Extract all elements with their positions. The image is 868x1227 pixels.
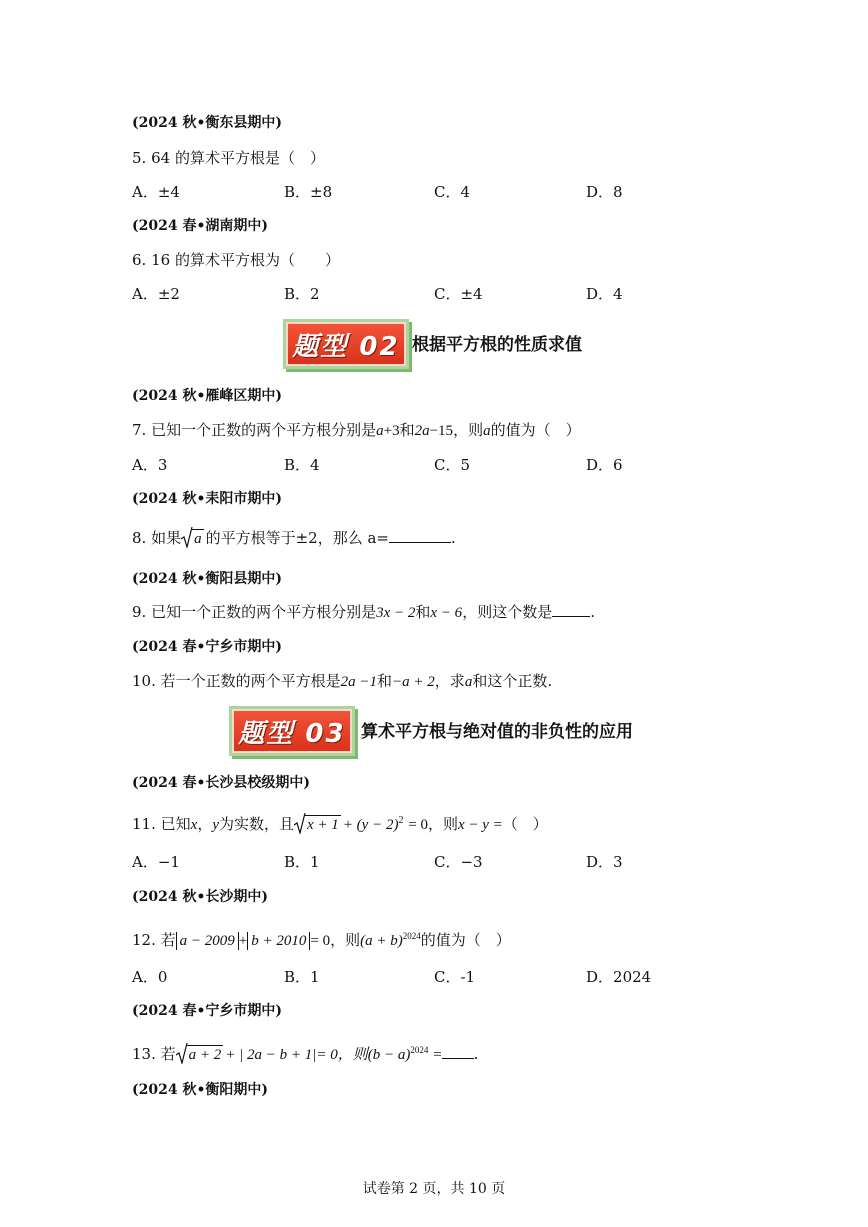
option-d: D．3 — [586, 853, 623, 871]
question-text: 若 — [160, 1045, 176, 1063]
question-number: 6. — [132, 251, 147, 269]
math-expr: 3x − 2 — [376, 605, 416, 621]
question-text: （ ） — [502, 815, 548, 833]
source-label: (2024 秋•衡阳期中) — [132, 1082, 269, 1098]
source-label: (2024 春•宁乡市期中) — [132, 1003, 283, 1019]
option-c: C．4 — [434, 183, 471, 201]
math-expr: a — [483, 423, 491, 439]
math-expr: −15 — [429, 423, 454, 439]
answer-blank — [389, 528, 451, 543]
option-a: A．3 — [132, 456, 168, 474]
section-title: 根据平方根的性质求值 — [412, 335, 582, 355]
question-11 — [132, 811, 548, 835]
math-expr: x + 1 — [307, 817, 339, 833]
option-d: D．4 — [586, 285, 623, 303]
source-label: (2024 秋•雁峰区期中) — [132, 388, 283, 404]
question-text: 若一个正数的两个平方根是 — [160, 672, 341, 690]
option-b: B．±8 — [284, 183, 333, 201]
absolute-value: b + 2010 — [247, 932, 310, 950]
math-expr: x — [190, 817, 198, 833]
question-text: ，求 — [434, 672, 465, 690]
section-badge: 题型 02 — [283, 319, 409, 369]
question-6 — [132, 250, 340, 270]
question-text: 如果 — [151, 529, 182, 547]
math-expr: +3 — [383, 423, 400, 439]
section-badge: 题型 03 — [229, 706, 355, 756]
question-text: 已知 — [160, 815, 191, 833]
math-expr: x − 6 — [430, 605, 463, 621]
math-expr: y — [212, 817, 220, 833]
math-expr: −a + 2 — [392, 674, 435, 690]
source-label: (2024 秋•耒阳市期中) — [132, 491, 283, 507]
question-text: . — [590, 603, 595, 621]
question-text: 的值为（ ） — [420, 931, 511, 949]
sqrt-symbol — [176, 1044, 224, 1064]
option-b: B．2 — [284, 285, 320, 303]
question-text: 64 的算术平方根是（ ） — [151, 149, 325, 167]
math-expr: a — [194, 531, 202, 547]
option-d: D．8 — [586, 183, 623, 201]
question-7 — [132, 420, 581, 441]
question-number: 7. — [132, 421, 147, 439]
source-label: (2024 秋•长沙期中) — [132, 889, 269, 905]
sqrt-symbol — [181, 528, 204, 548]
option-c: C．−3 — [434, 853, 483, 871]
option-a: A．−1 — [132, 853, 180, 871]
math-expr: 2a — [414, 423, 430, 439]
answer-blank — [442, 1044, 474, 1059]
question-text: = 0，则 — [408, 817, 458, 833]
question-text: 和 — [377, 672, 393, 690]
math-expr: (a + b) — [360, 933, 403, 949]
math-expr: = — [433, 1047, 442, 1063]
math-expr: a — [464, 674, 473, 690]
question-text: 和 — [399, 421, 415, 439]
option-c: C．5 — [434, 456, 471, 474]
option-b: B．1 — [284, 968, 320, 986]
question-12 — [132, 926, 511, 951]
page-footer: 试卷第 2 页，共 10 页 — [362, 1181, 506, 1197]
question-number: 9. — [132, 603, 147, 621]
option-d: D．6 — [586, 456, 623, 474]
math-expr: x − y = — [457, 817, 503, 833]
math-expr: + (y − 2) — [342, 817, 399, 833]
option-b: B．4 — [284, 456, 320, 474]
source-label: (2024 秋•衡阳县期中) — [132, 571, 283, 587]
question-text: 和这个正数. — [472, 672, 553, 690]
absolute-value: a − 2009 — [176, 932, 239, 950]
question-text: 的值为（ ） — [490, 421, 581, 439]
option-a: A．±2 — [132, 285, 180, 303]
math-expr: 2a −1 — [340, 674, 378, 690]
question-5 — [132, 148, 325, 168]
question-text: 和 — [415, 603, 431, 621]
question-text: 已知一个正数的两个平方根分别是 — [151, 421, 377, 439]
question-text: 的平方根等于±2，那么 a= — [205, 529, 390, 547]
question-text: 为实数，且 — [219, 815, 295, 833]
question-text: 16 的算术平方根为（ ） — [151, 251, 340, 269]
question-number: 13. — [132, 1045, 156, 1063]
question-13 — [132, 1040, 478, 1065]
option-b: B．1 — [284, 853, 320, 871]
math-expr: + | 2a − b + 1|= 0，则 — [225, 1047, 368, 1063]
option-a: A．0 — [132, 968, 168, 986]
option-d: D．2024 — [586, 968, 652, 986]
source-label: (2024 春•长沙县校级期中) — [132, 775, 311, 791]
question-number: 12. — [132, 931, 156, 949]
question-text: . — [451, 529, 456, 547]
question-8 — [132, 528, 456, 548]
math-expr: a — [376, 423, 384, 439]
question-number: 8. — [132, 529, 147, 547]
math-expr: + — [238, 933, 248, 949]
math-expr: (b − a) — [367, 1047, 411, 1063]
question-text: . — [473, 1045, 479, 1063]
question-number: 5. — [132, 149, 147, 167]
question-10 — [132, 671, 552, 692]
math-exponent: 2024 — [402, 931, 421, 941]
question-text: ，则 — [453, 421, 484, 439]
section-title: 算术平方根与绝对值的非负性的应用 — [361, 722, 633, 742]
sqrt-symbol — [294, 814, 341, 834]
question-text: = 0，则 — [310, 933, 361, 949]
source-label: (2024 秋•衡东县期中) — [132, 115, 283, 131]
option-c: C．-1 — [434, 968, 476, 986]
source-label: (2024 春•湖南期中) — [132, 218, 269, 234]
question-9 — [132, 602, 595, 623]
question-number: 11. — [132, 815, 156, 833]
option-c: C．±4 — [434, 285, 483, 303]
question-text: 若 — [160, 931, 176, 949]
question-text: ， — [197, 815, 213, 833]
math-exponent: 2 — [398, 815, 404, 826]
question-number: 10. — [132, 672, 156, 690]
option-a: A．±4 — [132, 183, 180, 201]
source-label: (2024 春•宁乡市期中) — [132, 639, 283, 655]
question-text: ，则这个数是 — [462, 603, 553, 621]
answer-blank — [552, 602, 590, 617]
math-expr: a + 2 — [188, 1047, 222, 1063]
question-text: 已知一个正数的两个平方根分别是 — [151, 603, 377, 621]
math-exponent: 2024 — [410, 1045, 429, 1055]
